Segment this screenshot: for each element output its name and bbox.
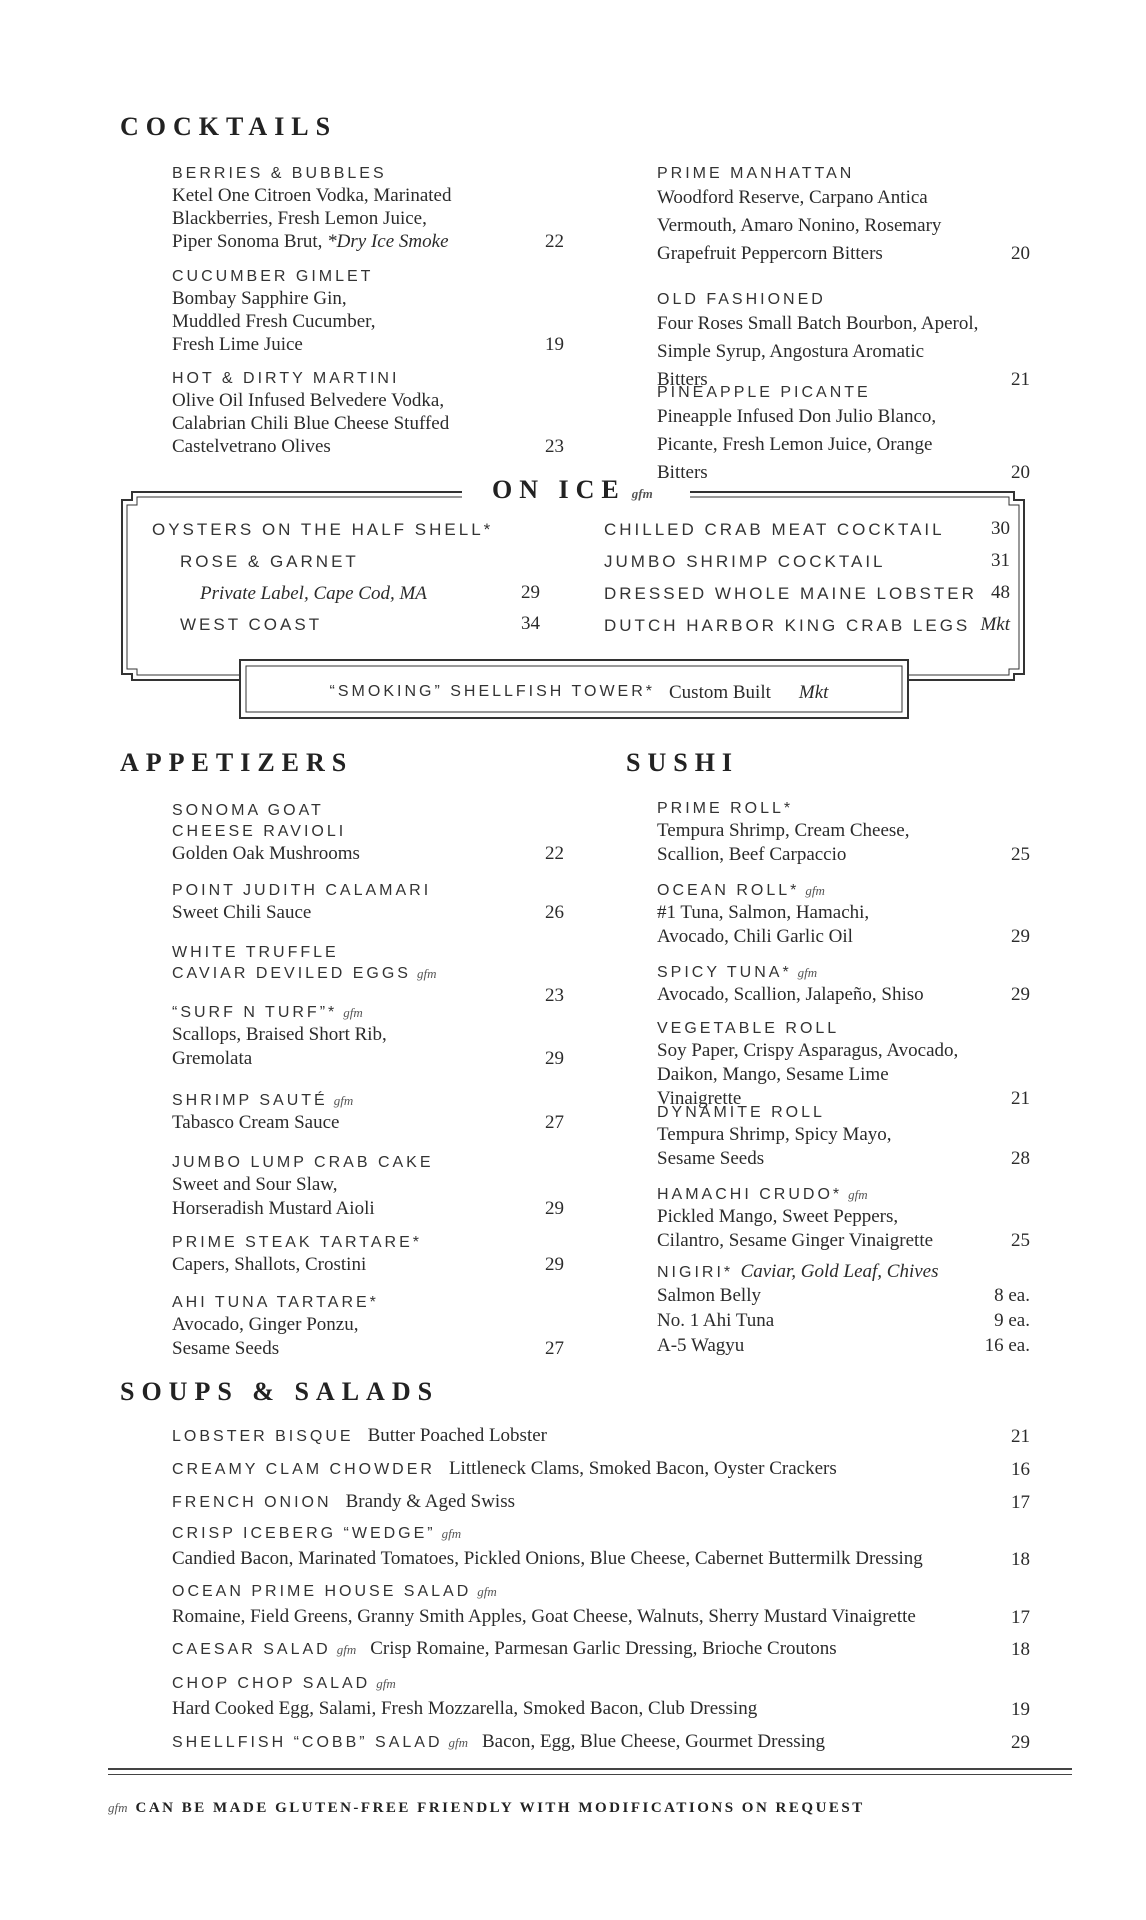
soup-salad-price: 18 [1011, 1549, 1030, 1570]
soup-salad-head [172, 1730, 1030, 1755]
sushi-item-desc-last: Avocado, Scallion, Jalapeño, Shiso [657, 984, 924, 1005]
soup-salad-head [172, 1580, 1030, 1604]
ice-item-name-text: DUTCH HARBOR KING CRAB LEGS [604, 616, 971, 635]
ice-item-price: Mkt [980, 614, 1010, 635]
cocktail-item-price: 21 [1011, 369, 1030, 390]
appetizer-item-price: 22 [545, 843, 564, 864]
tower-name: “SMOKING” SHELLFISH TOWER* [329, 683, 655, 700]
cocktail-item-desc: Muddled Fresh Cucumber, [172, 311, 376, 332]
soups-salads-title: SOUPS & SALADS [120, 1377, 440, 1406]
appetizer-item-price: 27 [545, 1112, 564, 1133]
cocktail-item-desc-last: Fresh Lime Juice [172, 334, 303, 355]
nigiri-item-price: 8 ea. [994, 1285, 1030, 1306]
ice-item-name [604, 584, 977, 604]
soup-salad-item [172, 1490, 1030, 1515]
gfm-mark: gfm [477, 1584, 497, 1599]
soup-salad-price: 21 [1011, 1426, 1030, 1447]
appetizer-item-price: 27 [545, 1338, 564, 1359]
soup-salad-head [172, 1424, 1030, 1449]
cocktail-item-desc: Olive Oil Infused Belvedere Vodka, [172, 390, 445, 411]
cocktail-item-price: 22 [545, 231, 564, 252]
cocktail-item-desc: Blackberries, Fresh Lemon Juice, [172, 208, 427, 229]
cocktails-title: COCKTAILS [120, 112, 338, 141]
cocktail-item-price: 20 [1011, 462, 1030, 483]
sushi-item-name: PRIME ROLL* [657, 800, 794, 817]
cocktail-item-price: 19 [545, 334, 564, 355]
shellfish-tower-row [244, 662, 914, 722]
appetizer-item-name: SONOMA GOAT [172, 802, 324, 819]
soup-salad-price: 17 [1011, 1607, 1030, 1628]
soup-salad-inline-desc: Crisp Romaine, Parmesan Garlic Dressing, Brioche Croutons [370, 1638, 837, 1659]
nigiri-item-price: 16 ea. [984, 1335, 1030, 1356]
soup-salad-desc: Romaine, Field Greens, Granny Smith Apples, Goat Cheese, Walnuts, Sherry Mustard Vinaigrette [172, 1606, 916, 1627]
cocktail-item-desc-last: Simple Syrup, Angostura Aromatic Bitters [657, 341, 925, 390]
ice-item-name [604, 616, 970, 636]
soup-salad-inline-desc: Bacon, Egg, Blue Cheese, Gourmet Dressing [482, 1731, 825, 1752]
sushi-item-desc: Tempura Shrimp, Cream Cheese, [657, 820, 910, 841]
cocktail-item-name: OLD FASHIONED [657, 291, 826, 308]
soup-salad-item [172, 1424, 1030, 1449]
sushi-item-desc: Soy Paper, Crispy Asparagus, Avocado, [657, 1040, 959, 1061]
soup-salad-name: CHOP CHOP SALAD [172, 1675, 371, 1692]
footer-text: CAN BE MADE GLUTEN-FREE FRIENDLY WITH MODIFICATIONS ON REQUEST [135, 1800, 865, 1816]
soup-salad-price: 18 [1011, 1639, 1030, 1660]
footer-rule [108, 1768, 1072, 1770]
soup-salad-item [172, 1522, 1030, 1572]
appetizer-item-price: 23 [545, 985, 564, 1006]
appetizer-item [172, 1232, 564, 1277]
west-coast-price: 34 [521, 613, 540, 634]
soup-salad-desc: Hard Cooked Egg, Salami, Fresh Mozzarella, Smoked Bacon, Club Dressing [172, 1698, 758, 1719]
nigiri-block [657, 1260, 1030, 1358]
sushi-item [657, 880, 1030, 949]
appetizer-item-name: AHI TUNA TARTARE* [172, 1294, 379, 1311]
appetizer-item-desc: Scallops, Braised Short Rib, [172, 1024, 387, 1045]
ice-item-name [604, 520, 945, 540]
sushi-item-desc-last: Sesame Seeds [657, 1148, 765, 1169]
soup-salad-head [172, 1522, 1030, 1546]
west-coast-name: WEST COAST [180, 615, 323, 634]
cocktail-item-price: 23 [545, 436, 564, 457]
appetizer-item-name: JUMBO LUMP CRAB CAKE [172, 1154, 434, 1171]
soup-salad-name: FRENCH ONION [172, 1494, 332, 1511]
tower-price: Mkt [798, 681, 829, 703]
soup-salad-name: SHELLFISH “COBB” SALAD [172, 1734, 443, 1751]
cocktail-item-desc: Calabrian Chili Blue Cheese Stuffed [172, 413, 450, 434]
appetizer-item-price: 29 [545, 1198, 564, 1219]
cocktail-item-name: CUCUMBER GIMLET [172, 268, 374, 285]
nigiri-item [657, 1283, 1030, 1308]
sushi-item-price: 29 [1011, 984, 1030, 1005]
nigiri-item [657, 1308, 1030, 1333]
appetizer-item-desc-last: Capers, Shallots, Crostini [172, 1254, 367, 1275]
cocktail-item-name: PINEAPPLE PICANTE [657, 384, 871, 401]
nigiri-item [657, 1333, 1030, 1358]
soup-salad-price: 16 [1011, 1459, 1030, 1480]
appetizer-item [172, 800, 564, 866]
soup-salad-price: 19 [1011, 1699, 1030, 1720]
soup-salad-name: CREAMY CLAM CHOWDER [172, 1461, 435, 1478]
oysters-heading [152, 520, 493, 540]
sushi-item-name: SPICY TUNA* gfm [657, 964, 818, 981]
cocktail-item-desc-last: Grapefruit Peppercorn Bitters [657, 243, 883, 264]
ice-item-price: 30 [991, 518, 1010, 539]
on-ice-title [492, 475, 653, 505]
ice-item-name [604, 552, 886, 572]
cocktail-item-desc: Four Roses Small Batch Bourbon, Aperol, [657, 313, 979, 334]
gfm-mark: gfm [343, 1005, 363, 1020]
cocktail-item-desc: Ketel One Citroen Vodka, Marinated [172, 185, 452, 206]
soup-salad-item [172, 1457, 1030, 1482]
nigiri-item-name: Salmon Belly [657, 1285, 761, 1306]
gfm-mark: gfm [376, 1676, 396, 1691]
nigiri-item-name: A-5 Wagyu [657, 1335, 745, 1356]
soup-salad-item [172, 1730, 1030, 1755]
gfm-mark: gfm [336, 1642, 357, 1657]
soup-salad-price: 29 [1011, 1732, 1030, 1753]
appetizer-item-desc-last: Sesame Seeds [172, 1338, 280, 1359]
rose-garnet-row [180, 552, 359, 572]
gluten-free-footnote [108, 1800, 865, 1817]
cocktail-item-name: PRIME MANHATTAN [657, 165, 855, 182]
soup-salad-head [172, 1672, 1030, 1696]
gfm-mark: gfm [416, 966, 437, 981]
appetizer-item-name: POINT JUDITH CALAMARI [172, 882, 432, 899]
cocktail-item-desc: Bombay Sapphire Gin, [172, 288, 347, 309]
appetizer-item-desc: Avocado, Ginger Ponzu, [172, 1314, 359, 1335]
soup-salad-name: CAESAR SALAD [172, 1641, 331, 1658]
footer-rule-thin [108, 1774, 1072, 1775]
gfm-mark: gfm [805, 883, 825, 898]
sushi-item-price: 29 [1011, 926, 1030, 947]
appetizer-item-name: WHITE TRUFFLE [172, 944, 339, 961]
appetizer-item [172, 880, 564, 925]
ice-item-price: 31 [991, 550, 1010, 571]
cocktail-item-price: 20 [1011, 243, 1030, 264]
sushi-item-price: 25 [1011, 844, 1030, 865]
rose-garnet-desc-row [200, 582, 427, 605]
soup-salad-name: LOBSTER BISQUE [172, 1428, 354, 1445]
soup-salad-name: CRISP ICEBERG “WEDGE” [172, 1525, 436, 1542]
sushi-item-desc-last: Cilantro, Sesame Ginger Vinaigrette [657, 1230, 934, 1251]
soup-salad-head [172, 1490, 1030, 1515]
appetizer-item-desc: Sweet and Sour Slaw, [172, 1174, 338, 1195]
appetizer-item-desc-last: Gremolata [172, 1048, 253, 1069]
gfm-mark: gfm [441, 1526, 462, 1541]
sushi-item-desc-last: Scallion, Beef Carpaccio [657, 844, 847, 865]
soup-salad-head [172, 1637, 1030, 1662]
soup-salad-head [172, 1457, 1030, 1482]
sushi-item-price: 28 [1011, 1148, 1030, 1169]
soup-salad-desc: Candied Bacon, Marinated Tomatoes, Pickled Onions, Blue Cheese, Cabernet Buttermilk Dressing [172, 1548, 923, 1569]
rose-garnet-price: 29 [521, 582, 540, 603]
cocktail-item-desc: Pineapple Infused Don Julio Blanco, [657, 406, 937, 427]
on-ice-frame [0, 0, 1146, 760]
tower-desc: Custom Built [669, 681, 771, 703]
appetizer-item-price: 29 [545, 1048, 564, 1069]
soup-salad-item [172, 1672, 1030, 1722]
appetizer-item-name: PRIME STEAK TARTARE* [172, 1234, 422, 1251]
ice-item-name-text: JUMBO SHRIMP COCKTAIL [604, 552, 886, 571]
sushi-item-desc: Pickled Mango, Sweet Peppers, [657, 1206, 899, 1227]
soup-salad-price: 17 [1011, 1492, 1030, 1513]
appetizer-item [172, 942, 564, 1008]
on-ice-gfm-mark: gfm [631, 486, 653, 501]
appetizer-item-price: 26 [545, 902, 564, 923]
sushi-item-desc-last: Avocado, Chili Garlic Oil [657, 926, 853, 947]
sushi-item [657, 1102, 1030, 1171]
soup-salad-inline-desc: Butter Poached Lobster [367, 1425, 547, 1446]
sushi-item-desc-last: Daikon, Mango, Sesame Lime Vinaigrette [657, 1064, 889, 1109]
nigiri-item-price: 9 ea. [994, 1310, 1030, 1331]
appetizer-item-desc-last: Tabasco Cream Sauce [172, 1112, 340, 1133]
sushi-item-price: 25 [1011, 1230, 1030, 1251]
sushi-title: SUSHI [626, 748, 740, 777]
appetizer-item-desc-last: Sweet Chili Sauce [172, 902, 312, 923]
rose-garnet-name: ROSE & GARNET [180, 552, 359, 571]
gfm-mark: gfm [848, 1187, 868, 1202]
sushi-item [657, 1018, 1030, 1111]
sushi-item-name: HAMACHI CRUDO* gfm [657, 1186, 868, 1203]
sushi-item-price: 21 [1011, 1088, 1030, 1109]
nigiri-name: NIGIRI* Caviar, Gold Leaf, Chives [657, 1261, 939, 1282]
sushi-item-name: OCEAN ROLL* gfm [657, 882, 825, 899]
sushi-item-desc: #1 Tuna, Salmon, Hamachi, [657, 902, 870, 923]
footer-gfm-mark: gfm [108, 1800, 128, 1815]
sushi-item [657, 1184, 1030, 1253]
soup-salad-inline-desc: Littleneck Clams, Smoked Bacon, Oyster Crackers [448, 1458, 837, 1479]
west-coast-row [180, 615, 322, 635]
cocktail-item-desc-last: Picante, Fresh Lemon Juice, Orange Bitters [657, 434, 933, 483]
soup-salad-item [172, 1637, 1030, 1662]
appetizers-title: APPETIZERS [120, 748, 354, 777]
ice-item-price: 48 [991, 582, 1010, 603]
ice-item-name-text: CHILLED CRAB MEAT COCKTAIL [604, 520, 945, 539]
appetizer-item [172, 1090, 564, 1135]
soup-salad-name: OCEAN PRIME HOUSE SALAD [172, 1583, 472, 1600]
nigiri-item-name: No. 1 Ahi Tuna [657, 1310, 775, 1331]
cocktail-item-name: HOT & DIRTY MARTINI [172, 370, 400, 387]
appetizer-item-name: CHEESE RAVIOLI [172, 823, 347, 840]
cocktail-item-desc-last: Piper Sonoma Brut, *Dry Ice Smoke [172, 231, 449, 252]
cocktail-item-desc: Woodford Reserve, Carpano Antica [657, 187, 928, 208]
soup-salad-item [172, 1580, 1030, 1630]
cocktail-item-name: BERRIES & BUBBLES [172, 165, 387, 182]
gfm-mark: gfm [333, 1093, 354, 1108]
sushi-item-name: DYNAMITE ROLL [657, 1104, 825, 1121]
cocktail-item-desc: Vermouth, Amaro Nonino, Rosemary [657, 215, 942, 236]
nigiri-desc: Caviar, Gold Leaf, Chives [740, 1261, 939, 1282]
on-ice-title-text: ON ICE [492, 475, 626, 504]
cocktail-item-desc-last: Castelvetrano Olives [172, 436, 331, 457]
cocktail-item-note: *Dry Ice Smoke [327, 231, 449, 252]
appetizer-item [172, 1292, 564, 1361]
appetizer-item-price: 29 [545, 1254, 564, 1275]
soup-salad-inline-desc: Brandy & Aged Swiss [345, 1491, 515, 1512]
sushi-item-desc: Tempura Shrimp, Spicy Mayo, [657, 1124, 892, 1145]
appetizer-item [172, 1152, 564, 1221]
appetizer-item-name: CAVIAR DEVILED EGGS gfm [172, 965, 437, 982]
gfm-mark: gfm [797, 965, 818, 980]
rose-garnet-desc: Private Label, Cape Cod, MA [200, 583, 427, 604]
appetizer-item-desc-last: Golden Oak Mushrooms [172, 843, 360, 864]
oysters-heading-text: OYSTERS ON THE HALF SHELL* [152, 520, 494, 539]
sushi-item [657, 962, 1030, 1007]
appetizer-item-name: SHRIMP SAUTÉ gfm [172, 1092, 354, 1109]
appetizer-item-desc-last: Horseradish Mustard Aioli [172, 1198, 375, 1219]
ice-item-name-text: DRESSED WHOLE MAINE LOBSTER [604, 584, 977, 603]
appetizer-item-name: “SURF N TURF”* gfm [172, 1004, 363, 1021]
appetizer-item [172, 1002, 564, 1071]
gfm-mark: gfm [448, 1735, 468, 1750]
sushi-item-name: VEGETABLE ROLL [657, 1020, 840, 1037]
sushi-item [657, 798, 1030, 867]
